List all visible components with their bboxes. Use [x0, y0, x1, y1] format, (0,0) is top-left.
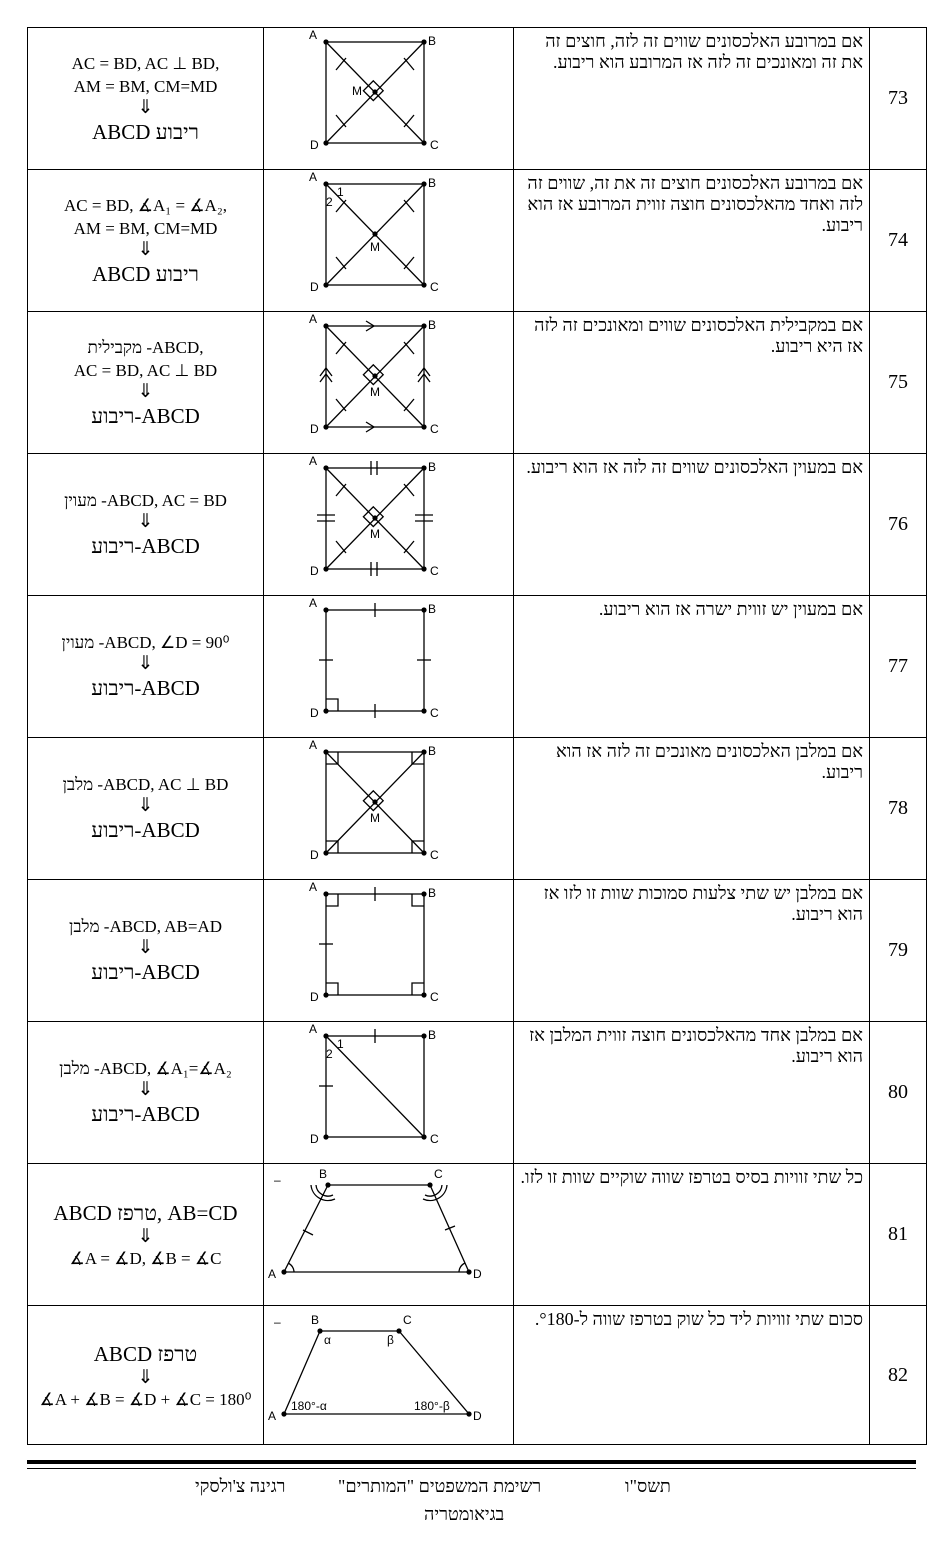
label-D: D [310, 706, 319, 720]
label-B: B [311, 1313, 320, 1327]
figure-cell [264, 1306, 514, 1445]
label-D: D [473, 1409, 482, 1423]
formula-cell [28, 312, 264, 454]
label-A: A [309, 596, 318, 610]
formula-conclusion: ריבוע-ABCD [91, 960, 200, 984]
implies-arrow: ⇓ [137, 380, 154, 402]
square-diagram-74 [264, 170, 513, 308]
label-A: A [309, 312, 318, 326]
formula-conclusion: ריבוע-ABCD [91, 1102, 200, 1126]
statement-cell: אם במעוין יש זווית ישרה אז הוא ריבוע. [514, 596, 870, 738]
theorem-number: 77 [870, 596, 927, 738]
table-row [28, 454, 927, 596]
angle-label-1: 1 [337, 185, 344, 199]
theorem-number: 75 [870, 312, 927, 454]
trapezoid-diagram-81 [264, 1164, 513, 1302]
formula-conclusion: ריבוע-ABCD [91, 818, 200, 842]
statement-cell: אם במקבילית האלכסונים שווים ומאונכים זה לזה אז היא ריבוע. [514, 312, 870, 454]
square-diagram-75 [264, 312, 513, 450]
label-B: B [428, 460, 437, 474]
theorem-number: 76 [870, 454, 927, 596]
statement-cell: סכום שתי זוויות ליד כל שוק בטרפז שווה ל-°180. [514, 1306, 870, 1445]
formula-line: AC = BD, AC ⊥ BD [73, 360, 218, 380]
label-M: M [370, 811, 380, 825]
implies-arrow: ⇓ [137, 653, 154, 674]
theorem-number: 79 [870, 880, 927, 1022]
label-M: M [370, 385, 380, 399]
label-A: A [309, 1022, 318, 1036]
label-B: B [319, 1167, 328, 1181]
label-A: A [309, 738, 318, 752]
formula-premise: ABCD טרפז [93, 1341, 198, 1366]
formula-cell [28, 28, 264, 170]
angle-180-beta: 180°-β [414, 1399, 450, 1413]
label-B: B [428, 1028, 437, 1042]
formula-conclusion: ריבוע-ABCD [91, 403, 200, 428]
formula-line: מקבילית -ABCD, [87, 337, 204, 357]
implies-arrow: ⇓ [137, 1366, 154, 1388]
formula-cell [28, 1306, 264, 1445]
label-D: D [473, 1267, 482, 1281]
statement-cell: אם במעוין האלכסונים שווים זה לזה אז הוא ריבוע. [514, 454, 870, 596]
formula-conclusion: ABCD ריבוע [92, 261, 199, 286]
label-D: D [310, 990, 319, 1004]
figure-cell [264, 1164, 514, 1306]
implies-arrow: ⇓ [137, 96, 154, 118]
square-diagram-78 [264, 738, 513, 876]
square-diagram-73 [264, 28, 513, 166]
formula-cell [28, 596, 264, 738]
square-diagram-79 [264, 880, 513, 1018]
table-row [28, 596, 927, 738]
square-diagram-80 [264, 1022, 513, 1160]
formula-conclusion: ∡A + ∡B = ∡D + ∡C = 180⁰ [39, 1389, 252, 1409]
footer-year: תשס"ו [625, 1476, 671, 1496]
figure-cell [264, 454, 514, 596]
table-row [28, 1164, 927, 1306]
formula-cell [28, 880, 264, 1022]
figure-cell [264, 312, 514, 454]
label-A: A [309, 170, 318, 184]
label-C: C [430, 848, 439, 862]
table-row [28, 28, 927, 170]
angle-beta: β [387, 1333, 394, 1347]
label-A: A [309, 454, 318, 468]
dash-mark: – [274, 1315, 281, 1329]
table-row [28, 1022, 927, 1164]
label-C: C [403, 1313, 412, 1327]
table-row [28, 880, 927, 1022]
label-M: M [370, 527, 380, 541]
label-A: A [268, 1409, 277, 1423]
label-B: B [428, 886, 437, 900]
square-diagram-76 [264, 454, 513, 592]
label-D: D [310, 422, 319, 436]
implies-arrow: ⇓ [137, 1226, 154, 1247]
angle-180-alpha: 180°-α [291, 1399, 327, 1413]
theorem-number: 74 [870, 170, 927, 312]
formula-cell [28, 738, 264, 880]
formula-conclusion: ריבוע-ABCD [91, 534, 200, 558]
implies-arrow: ⇓ [137, 238, 154, 260]
label-C: C [430, 138, 439, 152]
angle-alpha: α [324, 1333, 331, 1347]
trapezoid-diagram-82 [264, 1306, 513, 1444]
formula-line: מלבן -ABCD, ∡A₁=∡A₂ [59, 1059, 232, 1078]
formula-cell [28, 454, 264, 596]
label-M: M [370, 240, 380, 254]
label-C: C [430, 990, 439, 1004]
figure-cell [264, 880, 514, 1022]
footer-author: רגינה צ'ולסקי [195, 1476, 286, 1496]
angle-label-2: 2 [326, 195, 333, 209]
implies-arrow: ⇓ [137, 795, 154, 816]
implies-arrow: ⇓ [137, 937, 154, 958]
footer-title-line2: בגיאומטריה [424, 1504, 505, 1524]
label-B: B [428, 176, 437, 190]
figure-cell [264, 170, 514, 312]
formula-cell [28, 1164, 264, 1306]
statement-cell: אם במלבן אחד מהאלכסונים חוצה זווית המלבן אז הוא ריבוע. [514, 1022, 870, 1164]
theorems-table [27, 27, 927, 1445]
statement-cell: כל שתי זוויות בסיס בטרפז שווה שוקיים שוות זו לזו. [514, 1164, 870, 1306]
formula-cell [28, 170, 264, 312]
label-C: C [430, 706, 439, 720]
formula-line: AM = BM, CM=MD [73, 76, 218, 96]
label-A: A [268, 1267, 277, 1281]
label-C: C [430, 1132, 439, 1146]
label-B: B [428, 744, 437, 758]
statement-cell: אם במלבן האלכסונים מאונכים זה לזה אז הוא ריבוע. [514, 738, 870, 880]
square-diagram-77 [264, 596, 513, 734]
statement-cell: אם במלבן יש שתי צלעות סמוכות שוות זו לזו אז הוא ריבוע. [514, 880, 870, 1022]
formula-line: AC = BD, ∡A₁ = ∡A₂, [63, 195, 228, 215]
formula-conclusion: ריבוע-ABCD [91, 676, 200, 700]
table-row [28, 170, 927, 312]
table-row [28, 738, 927, 880]
formula-line: מלבן -ABCD, AB=AD [68, 917, 223, 936]
label-B: B [428, 34, 437, 48]
footer-title-line1: רשימת המשפטים "המותרים" [338, 1476, 542, 1496]
figure-cell [264, 738, 514, 880]
label-B: B [428, 602, 437, 616]
angle-label-1: 1 [337, 1037, 344, 1051]
footer-rule-thin [27, 1468, 916, 1469]
footer-rule-thick [27, 1460, 916, 1464]
formula-conclusion: ABCD ריבוע [92, 119, 199, 144]
theorem-number: 82 [870, 1306, 927, 1445]
label-D: D [310, 138, 319, 152]
formula-line: AC = BD, AC ⊥ BD, [71, 53, 220, 73]
theorem-number: 80 [870, 1022, 927, 1164]
theorem-number: 81 [870, 1164, 927, 1306]
formula-cell [28, 1022, 264, 1164]
theorem-number: 78 [870, 738, 927, 880]
label-B: B [428, 318, 437, 332]
label-C: C [430, 422, 439, 436]
label-C: C [434, 1167, 443, 1181]
implies-arrow: ⇓ [137, 511, 154, 532]
label-C: C [430, 280, 439, 294]
formula-conclusion: ∡A = ∡D, ∡B = ∡C [69, 1249, 222, 1268]
figure-cell [264, 596, 514, 738]
label-C: C [430, 564, 439, 578]
figure-cell [264, 28, 514, 170]
angle-label-2: 2 [326, 1047, 333, 1061]
dash-mark: – [274, 1173, 281, 1187]
label-D: D [310, 1132, 319, 1146]
formula-line: מעוין -ABCD, ∠D = 90⁰ [61, 633, 230, 652]
table-row [28, 312, 927, 454]
label-D: D [310, 848, 319, 862]
label-M: M [352, 84, 362, 98]
figure-cell [264, 1022, 514, 1164]
formula-line: מעוין -ABCD, AC = BD [64, 491, 227, 510]
label-A: A [309, 880, 318, 894]
label-D: D [310, 280, 319, 294]
theorem-number: 73 [870, 28, 927, 170]
implies-arrow: ⇓ [137, 1079, 154, 1100]
label-A: A [309, 28, 318, 42]
statement-cell: אם במרובע האלכסונים חוצים זה את זה, שווים זה לזה ואחד מהאלכסונים חוצה זווית המרובע אז הוא ריבוע. [514, 170, 870, 312]
formula-line: AM = BM, CM=MD [73, 218, 218, 238]
label-D: D [310, 564, 319, 578]
statement-cell: אם במרובע האלכסונים שווים זה לזה, חוצים זה את זה ומאונכים זה לזה אז המרובע הוא ריבוע. [514, 28, 870, 170]
formula-line: מלבן -ABCD, AC ⊥ BD [62, 775, 229, 794]
formula-premise: ABCD טרפז, AB=CD [53, 1201, 238, 1225]
table-row [28, 1306, 927, 1445]
